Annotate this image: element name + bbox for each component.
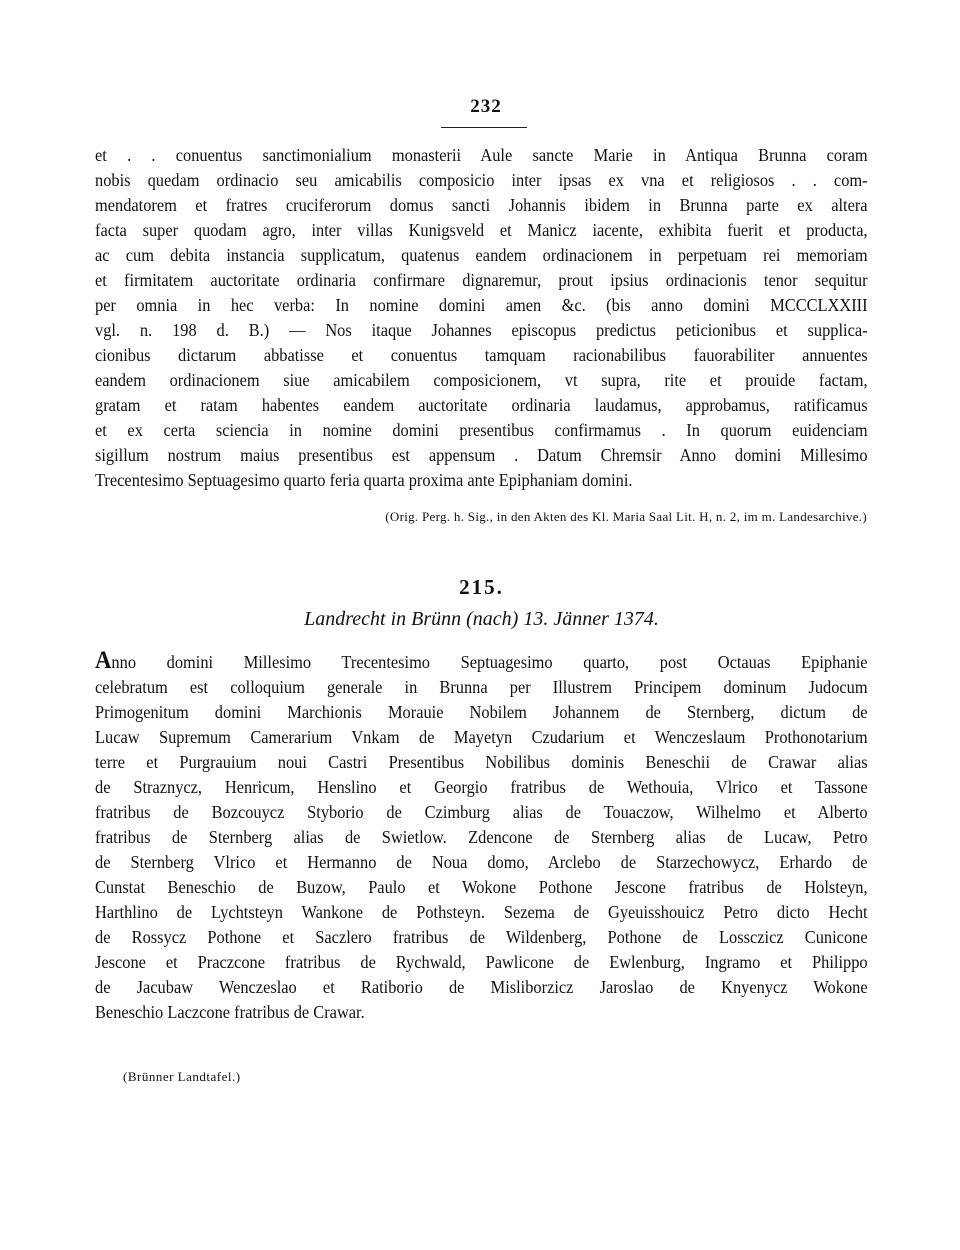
source-note: (Orig. Perg. h. Sig., in den Akten des Kl. Maria Saal Lit. H, n. 2, im m. Landesarchive.) [385, 509, 867, 524]
text-line: fratribus de Sternberg alias de Swietlow. Zdencone de Sternberg alias de Lucaw, Petro [95, 827, 868, 847]
text-line: ac cum debita instancia supplicatum, quatenus eandem ordinacionem in perpetuam rei memoriam [95, 245, 868, 265]
text-line: celebratum est colloquium generale in Brunna per Illustrem Principem dominum Judocum [95, 677, 868, 697]
text-line: de Jacubaw Wenczeslao et Ratiborio de Misliborzicz Jaroslao de Knyenycz Wokone [95, 977, 868, 997]
text-line-first-rest: nno domini Millesimo Trecentesimo Septuagesimo quarto, post Octauas Epiphanie [111, 652, 868, 672]
text-line: Harthlino de Lychtsteyn Wankone de Pothsteyn. Sezema de Gyeuisshouicz Petro dicto Hecht [95, 902, 868, 922]
page-number-rule [441, 127, 527, 128]
text-line: facta super quodam agro, inter villas Kunigsveld et Manicz iacente, exhibita fuerit et producta, [95, 220, 868, 240]
text-line: de Sternberg Vlrico et Hermanno de Noua domo, Arclebo de Starzechowycz, Erhardo de [95, 852, 868, 872]
document-number: 215. [459, 575, 504, 599]
text-line: Primogenitum domini Marchionis Morauie Nobilem Johannem de Sternberg, dictum de [95, 702, 868, 722]
text-line: fratribus de Bozcouycz Styborio de Czimburg alias de Touaczow, Wilhelmo et Alberto [95, 802, 868, 822]
text-line: Lucaw Supremum Camerarium Vnkam de Mayetyn Czudarium et Wenczeslaum Prothonotarium [95, 727, 868, 747]
text-line: mendatorem et fratres cruciferorum domus sancti Johannis ibidem in Brunna parte ex altera [95, 195, 868, 215]
text-line: de Straznycz, Henricum, Henslino et Georgio fratribus de Wethouia, Vlrico et Tassone [95, 777, 868, 797]
text-line: per omnia in hec verba: In nomine domini amen &c. (bis anno domini MCCCLXXIII [95, 295, 868, 315]
text-line: Beneschio Laczcone fratribus de Crawar. [95, 1002, 365, 1022]
drop-initial: A [95, 650, 112, 674]
page-number: 232 [470, 96, 502, 117]
text-line: Jescone et Praczcone fratribus de Rychwald, Pawlicone de Ewlenburg, Ingramo et Philippo [95, 952, 868, 972]
text-line: et firmitatem auctoritate ordinaria confirmare dignaremur, prout ipsius ordinacionis tenor sequitur [95, 270, 868, 290]
text-line: nobis quedam ordinacio seu amicabilis composicio inter ipsas ex vna et religiosos . . com- [95, 170, 868, 190]
document-page [95, 0, 868, 1250]
text-line: gratam et ratam habentes eandem auctoritate ordinaria laudamus, approbamus, ratificamus [95, 395, 868, 415]
text-line: et ex certa sciencia in nomine domini presentibus confirmamus . In quorum euidenciam [95, 420, 868, 440]
text-line: de Rossycz Pothone et Saczlero fratribus de Wildenberg, Pothone de Lossczicz Cunicone [95, 927, 868, 947]
text-line: Trecentesimo Septuagesimo quarto feria quarta proxima ante Epiphaniam domini. [95, 470, 633, 490]
text-line: Cunstat Beneschio de Buzow, Paulo et Wokone Pothone Jescone fratribus de Holsteyn, [95, 877, 868, 897]
text-line: eandem ordinacionem siue amicabilem composicionem, vt supra, rite et prouide factam, [95, 370, 868, 390]
text-line: vgl. n. 198 d. B.) — Nos itaque Johannes episcopus predictus peticionibus et supplica- [95, 320, 868, 340]
text-line: terre et Purgrauium noui Castri Presentibus Nobilibus dominis Beneschii de Crawar alias [95, 752, 868, 772]
text-line: sigillum nostrum maius presentibus est appensum . Datum Chremsir Anno domini Millesimo [95, 445, 868, 465]
document-heading: Landrecht in Brünn (nach) 13. Jänner 1374. [304, 608, 659, 630]
source-note: (Brünner Landtafel.) [123, 1069, 241, 1084]
text-line: et . . conuentus sanctimonialium monasterii Aule sancte Marie in Antiqua Brunna coram [95, 145, 868, 165]
text-line-first [95, 650, 868, 674]
text-line: cionibus dictarum abbatisse et conuentus tamquam racionabilibus fauorabiliter annuentes [95, 345, 868, 365]
